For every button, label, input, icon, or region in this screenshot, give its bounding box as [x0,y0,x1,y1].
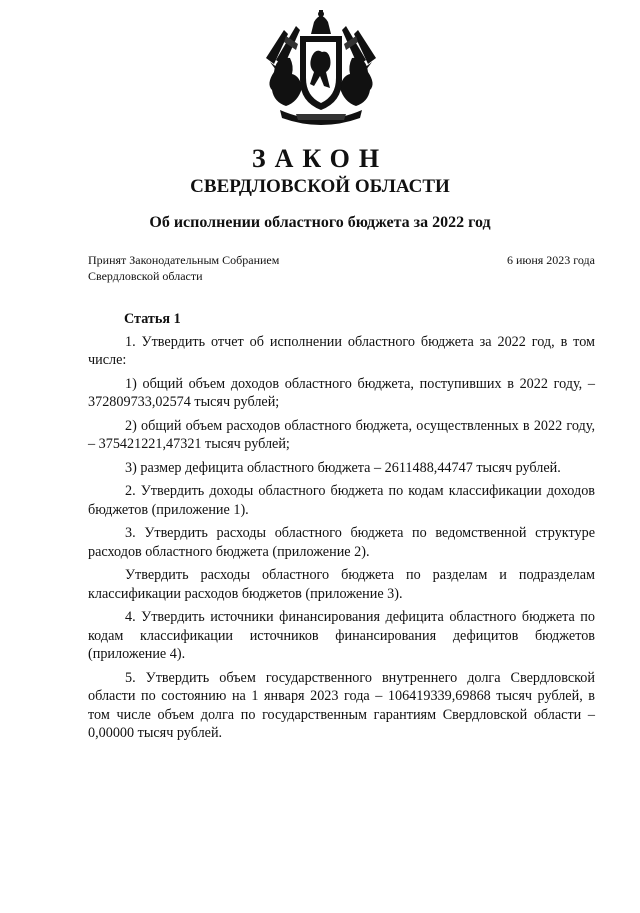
paragraph: 1. Утвердить отчет об исполнении областного бюджета за 2022 год, в том числе: [88,333,595,368]
paragraph: 4. Утвердить источники финансирования дефицита областного бюджета по кодам классификации источников финансирования дефицитов бюджетов (приложение 4). [88,609,595,662]
paragraph: Утвердить расходы областного бюджета по разделам и подразделам классификации расходов бюджетов (приложение 3). [88,567,595,602]
adoption-date: 6 июня 2023 года [506,253,595,267]
paragraph: 3. Утвердить расходы областного бюджета по ведомственной структуре расходов областного бюджета (приложение 2). [88,525,595,560]
paragraph: 2. Утвердить доходы областного бюджета по кодам классификации доходов бюджетов (приложение 1). [88,483,595,518]
paragraph: 5. Утвердить объем государственного внутреннего долга Свердловской области по состоянию на 1 января 2023 года – 106419339,69868 тысяч рублей, в том числе объем долга по государственным гарантиям Свердловской области – 0,00000 тысяч рублей. [88,669,595,741]
article-body [88,310,595,748]
coat-of-arms-emblem [256,10,386,126]
region-title: СВЕРДЛОВСКОЙ ОБЛАСТИ [190,176,450,197]
adoption-line-2: Свердловской области [88,269,203,283]
adoption-info [88,252,279,284]
paragraph: 3) размер дефицита областного бюджета – 2611488,44747 тысяч рублей. [125,459,561,476]
law-title: ЗАКОН [251,144,389,173]
paragraph: 1) общий объем доходов областного бюджета, поступивших в 2022 году, – 372809733,02574 тысяч рублей; [88,375,595,410]
paragraph: 2) общий объем расходов областного бюджета, осуществленных в 2022 году, – 375421221,47321 тысяч рублей; [88,417,595,452]
law-subject-title: Об исполнении областного бюджета за 2022 год [149,214,491,231]
adoption-line-1: Принят Законодательным Собранием [88,253,280,267]
article-heading: Статья 1 [124,311,181,327]
